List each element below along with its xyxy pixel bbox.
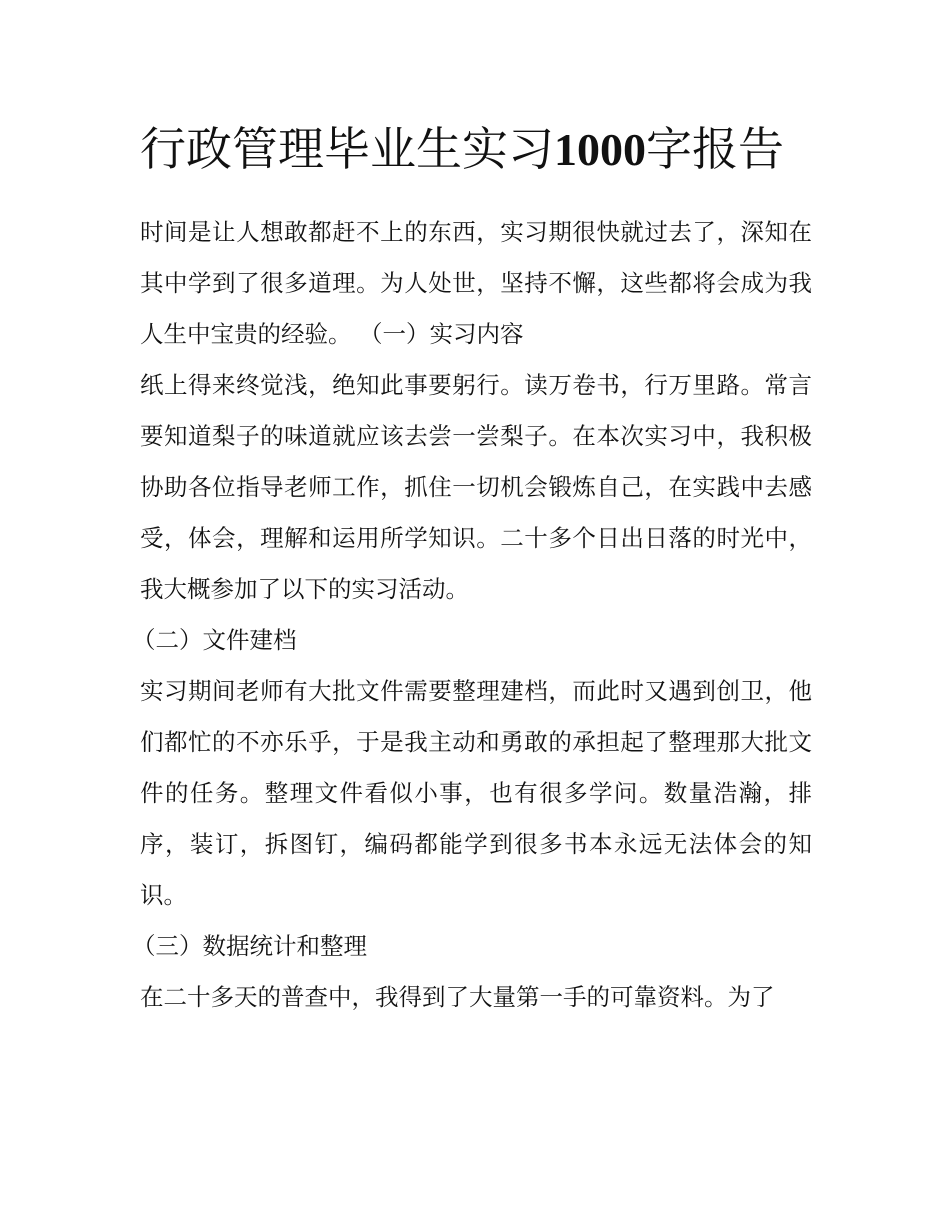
document-page [132,112,812,1023]
paragraph-data-statistics: 在二十多天的普查中，我得到了大量第一手的可靠资料。为了 [140,983,775,1011]
title-suffix: 字报告 [646,122,784,176]
paragraph-internship-content: 纸上得来终觉浅，绝知此事要躬行。读万卷书，行万里路。常言要知道梨子的味道就应该去尝一尝梨子。在本次实习中，我积极协助各位指导老师工作，抓住一切机会锻炼自己，在实践中去感受，体会，理解和运用所学知识。二十多个日出日落的时光中，我大概参加了以下的实习活动。 [140,371,812,603]
title-prefix: 行政管理毕业生实习 [140,122,554,176]
paragraph-file-archiving: 实习期间老师有大批文件需要整理建档，而此时又遇到创卫，他们都忙的不亦乐乎，于是我主动和勇敢的承担起了整理那大批文件的任务。整理文件看似小事，也有很多学问。数量浩瀚，排序，装订，拆图钉，编码都能学到很多书本永远无法体会的知识。 [140,677,812,909]
paragraph-intro: 时间是让人想敢都赶不上的东西，实习期很快就过去了，深知在其中学到了很多道理。为人处世，坚持不懈，这些都将会成为我人生中宝贵的经验。 （一）实习内容 [140,218,812,348]
section-heading-data-statistics: （三）数据统计和整理 [132,932,367,960]
title-number: 1000 [554,124,646,175]
section-heading-file-archiving: （二）文件建档 [132,626,297,654]
document-title [140,112,812,187]
